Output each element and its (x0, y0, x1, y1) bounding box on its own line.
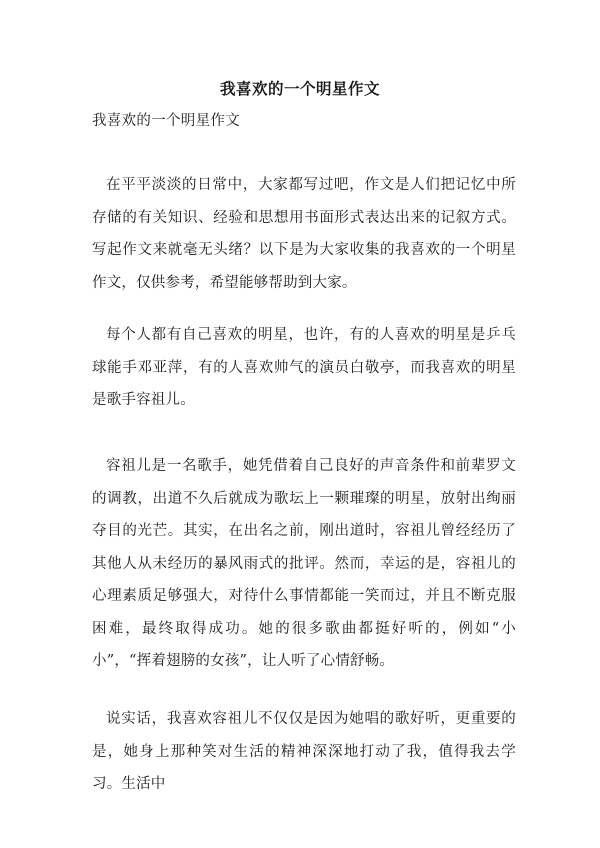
paragraph-intro: 在平平淡淡的日常中，大家都写过吧，作文是人们把记忆中所存储的有关知识、经验和思想用书面形式表达出来的记叙方式。写起作文来就毫无头绪？以下是为大家收集的我喜欢的一个明星作文，仅供参考，希望能够帮助到大家。 (92, 177, 516, 291)
document-subtitle: 我喜欢的一个明星作文 (92, 113, 240, 129)
paragraph-reason: 说实话，我喜欢容祖儿不仅仅是因为她唱的歌好听，更重要的是，她身上那种笑对生活的精神深深地打动了我，值得我去学习。生活中 (92, 711, 516, 792)
page-title: 我喜欢的一个明星作文 (219, 79, 380, 98)
paragraph-about-singer: 容祖儿是一名歌手，她凭借着自己良好的声音条件和前辈罗文的调教，出道不久后就成为歌坛上一颗璀璨的明星，放射出绚丽夺目的光芒。其实，在出名之前，刚出道时，容祖儿曾经经历了其他人从未经历的暴风雨式的批评。然而，幸运的是，容祖儿的心理素质足够强大，对待什么事情都能一笑而过，并且不断克服困难，最终取得成功。她的很多歌曲都挺好听的，例如“小小”，“挥着翅膀的女孩”，让人听了心情舒畅。 (92, 458, 516, 669)
paragraph-favorite-star: 每个人都有自己喜欢的明星，也许，有的人喜欢的明星是乒乓球能手邓亚萍，有的人喜欢帅气的演员白敬亭，而我喜欢的明星是歌手容祖儿。 (92, 327, 516, 408)
